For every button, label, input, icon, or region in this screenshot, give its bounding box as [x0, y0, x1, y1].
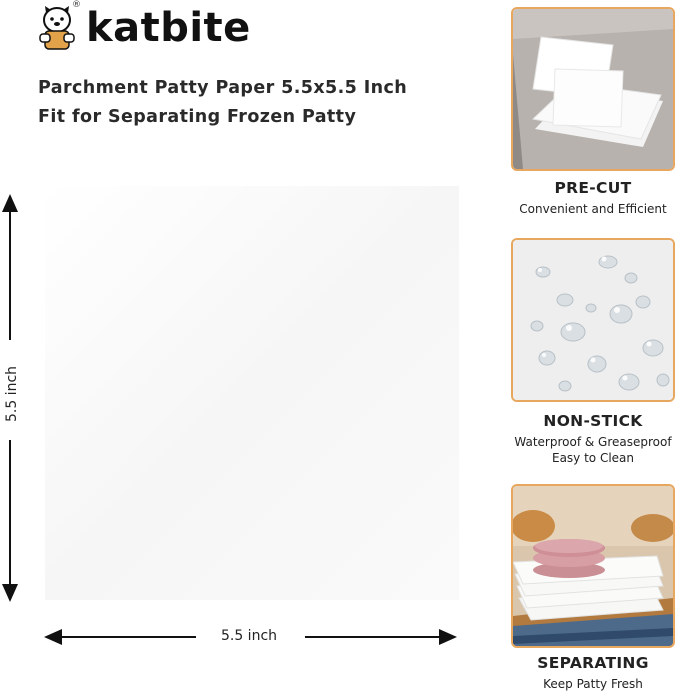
brand-name: katbite: [86, 5, 251, 51]
registered-mark: ®: [72, 0, 81, 10]
headline-line-2: Fit for Separating Frozen Patty: [38, 107, 357, 127]
feature-subtitle-line-2: Easy to Clean: [551, 451, 635, 465]
feature-subtitle-line-1: Waterproof & Greaseproof: [514, 435, 672, 449]
width-dimension-label: 5.5 inch: [220, 628, 278, 644]
feature-subtitle-separating: Keep Patty Fresh: [543, 677, 643, 691]
feature-title-non-stick: NON-STICK: [543, 412, 643, 430]
feature-subtitle-pre-cut: Convenient and Efficient: [519, 202, 667, 216]
pre-cut-photo: [511, 7, 675, 171]
non-stick-photo: [511, 238, 675, 402]
feature-subtitle-non-stick: [503, 434, 679, 466]
headline-line-1: Parchment Patty Paper 5.5x5.5 Inch: [38, 78, 408, 98]
feature-title-pre-cut: PRE-CUT: [554, 179, 632, 197]
height-dimension-label: 5.5 inch: [4, 365, 20, 423]
feature-title-separating: SEPARATING: [537, 654, 649, 672]
separating-photo: [511, 484, 675, 648]
